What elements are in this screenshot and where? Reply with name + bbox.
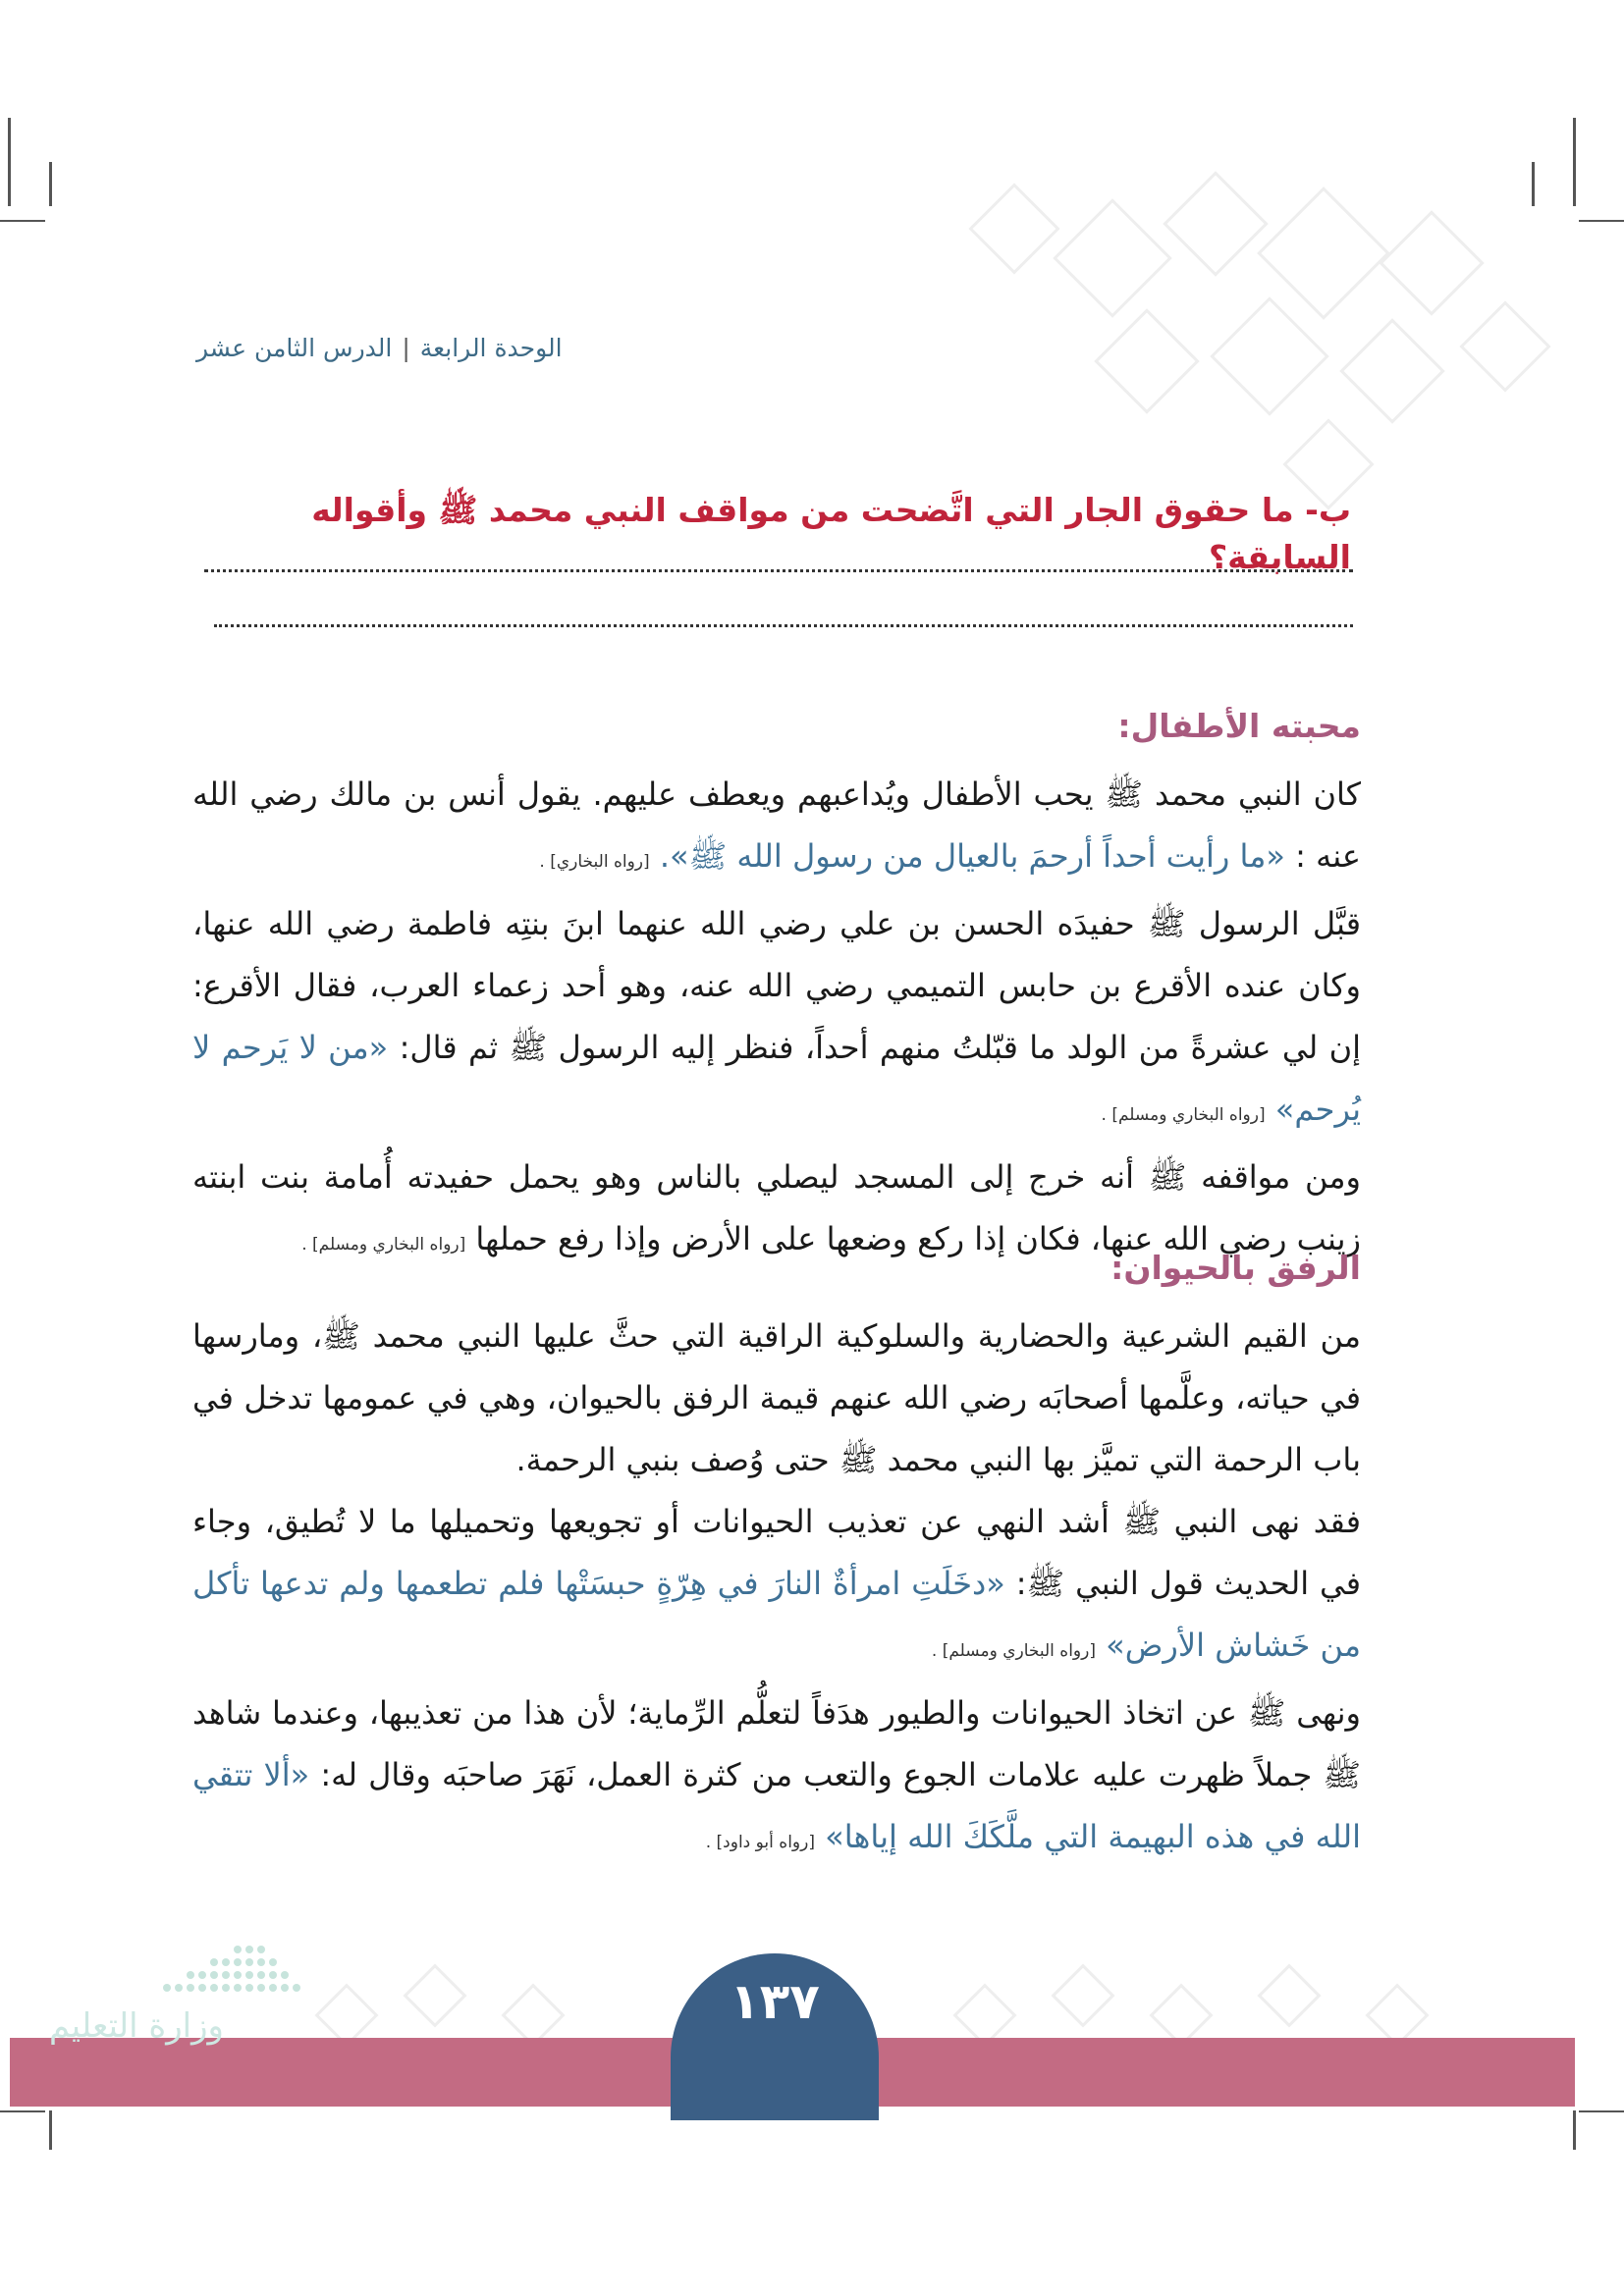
- crop-mark: [1579, 220, 1624, 222]
- header-lesson: الدرس الثامن عشر: [196, 334, 393, 362]
- decorative-diamond: [403, 1963, 466, 2027]
- crop-mark: [49, 2110, 52, 2150]
- paragraph: [192, 1306, 1361, 1491]
- crop-mark: [1573, 2110, 1576, 2150]
- hadith-reference: [رواه البخاري ومسلم] .: [301, 1235, 466, 1255]
- section-body-kindness-animals: [192, 1306, 1361, 1874]
- hadith-quote: «ألا تتقي الله في هذه البهيمة التي ملَّكَكَ الله إياها»: [192, 1756, 1361, 1855]
- hadith-quote: «دخَلَتِ امرأةٌ النارَ في هِرّةٍ حبسَتْها فلم تطعمها ولم تدعها تأكل من خَشاش الأرض»: [192, 1565, 1361, 1664]
- answer-line[interactable]: [214, 624, 1353, 627]
- paragraph-text: فقد نهى النبي ﷺ أشد النهي عن تعذيب الحيوانات أو تجويعها وتحميلها ما لا تُطيق، وجاء في الحديث قول النبي ﷺ:: [192, 1503, 1362, 1602]
- paragraph-text: ونهى ﷺ عن اتخاذ الحيوانات والطيور هدَفاً لتعلُّم الرِّماية؛ لأن هذا من تعذيبها، وعندما شاهد ﷺ جملاً ظهرت عليه علامات الجوع والتعب من كثرة العمل، نَهَرَ صاحبَه وقال له:: [192, 1694, 1362, 1793]
- section-title-kindness-animals: الرفق بالحيوان:: [1110, 1249, 1361, 1287]
- header-separator: |: [402, 334, 410, 362]
- decorative-diamond: [1379, 210, 1484, 315]
- crop-mark: [0, 220, 45, 222]
- decorative-diamond: [1459, 300, 1550, 392]
- section-title-love-children: محبته الأطفال:: [1117, 707, 1361, 745]
- hadith-reference: [رواه البخاري ومسلم] .: [931, 1641, 1096, 1661]
- decorative-diamond: [1257, 1963, 1321, 2027]
- hadith-reference: [رواه أبو داود] .: [705, 1833, 815, 1852]
- paragraph: [192, 764, 1361, 893]
- decorative-diamond: [1339, 318, 1444, 423]
- hadith-reference: [رواه البخاري ومسلم] .: [1101, 1105, 1266, 1125]
- paragraph: [192, 1682, 1361, 1874]
- decorative-diamond: [1053, 198, 1172, 318]
- hadith-quote: «من لا يَرحم لا يُرحم»: [192, 1029, 1361, 1128]
- decorative-diamond: [1051, 1963, 1114, 2027]
- hadith-reference: [رواه البخاري] .: [539, 852, 650, 872]
- ministry-logo-dots-icon: [157, 1934, 304, 2002]
- crop-mark: [49, 162, 52, 206]
- paragraph: [192, 893, 1361, 1147]
- header-unit: الوحدة الرابعة: [419, 334, 563, 362]
- hadith-quote: «ما رأيت أحداً أرحمَ بالعيال من رسول الله ﷺ».: [659, 837, 1285, 875]
- paragraph-text: كان النبي محمد ﷺ يحب الأطفال ويُداعبهم ويعطف عليهم. يقول أنس بن مالك رضي الله عنه :: [192, 775, 1361, 875]
- ministry-logo: [49, 1934, 304, 2071]
- answer-line[interactable]: [204, 569, 1353, 572]
- decorative-diamond: [1163, 171, 1268, 276]
- crop-mark: [0, 2110, 45, 2112]
- section-body-love-children: [192, 764, 1361, 1276]
- crop-mark: [8, 118, 11, 206]
- paragraph-text: قبَّل الرسول ﷺ حفيدَه الحسن بن علي رضي الله عنهما ابنَ بنتِه فاطمة رضي الله عنها، وكان عنده الأقرع بن حابس التميمي رضي الله عنه، وهو أحد زعماء العرب، فقال الأقرع: إن لي عشرةً من الولد ما قبّلتُ منهم أحداً، فنظر إليه الرسول ﷺ ثم قال:: [192, 905, 1362, 1066]
- decorative-diamond: [1094, 308, 1199, 413]
- paragraph: [192, 1491, 1361, 1682]
- page-number: ١٣٧: [730, 1973, 820, 2030]
- crop-mark: [1573, 118, 1576, 206]
- paragraph-text: من القيم الشرعية والحضارية والسلوكية الراقية التي حثَّ عليها النبي محمد ﷺ، ومارسها في حياته، وعلَّمها أصحابَه رضي الله عنهم قيمة الرفق بالحيوان، وهي في عمومها تدخل في باب الرحمة التي تميَّز بها النبي محمد ﷺ حتى وُصف بنبي الرحمة.: [192, 1317, 1361, 1478]
- question-heading: ب- ما حقوق الجار التي اتَّضحت من مواقف النبي محمد ﷺ وأقواله السابقة؟: [311, 491, 1351, 576]
- crop-mark: [1579, 2110, 1624, 2112]
- ministry-name: وزارة التعليم: [49, 2006, 224, 2046]
- running-header: [196, 334, 609, 362]
- decorative-diamond: [1257, 187, 1390, 320]
- paragraph-text: ومن مواقفه ﷺ أنه خرج إلى المسجد ليصلي بالناس وهو يحمل حفيدته أُمامة بنت ابنته زينب رضي الله عنها، فكان إذا ركع وضعها على الأرض وإذا رفع حملها: [192, 1158, 1361, 1257]
- decorative-diamond: [1210, 296, 1329, 416]
- crop-mark: [1532, 162, 1535, 206]
- decorative-diamond: [968, 183, 1059, 274]
